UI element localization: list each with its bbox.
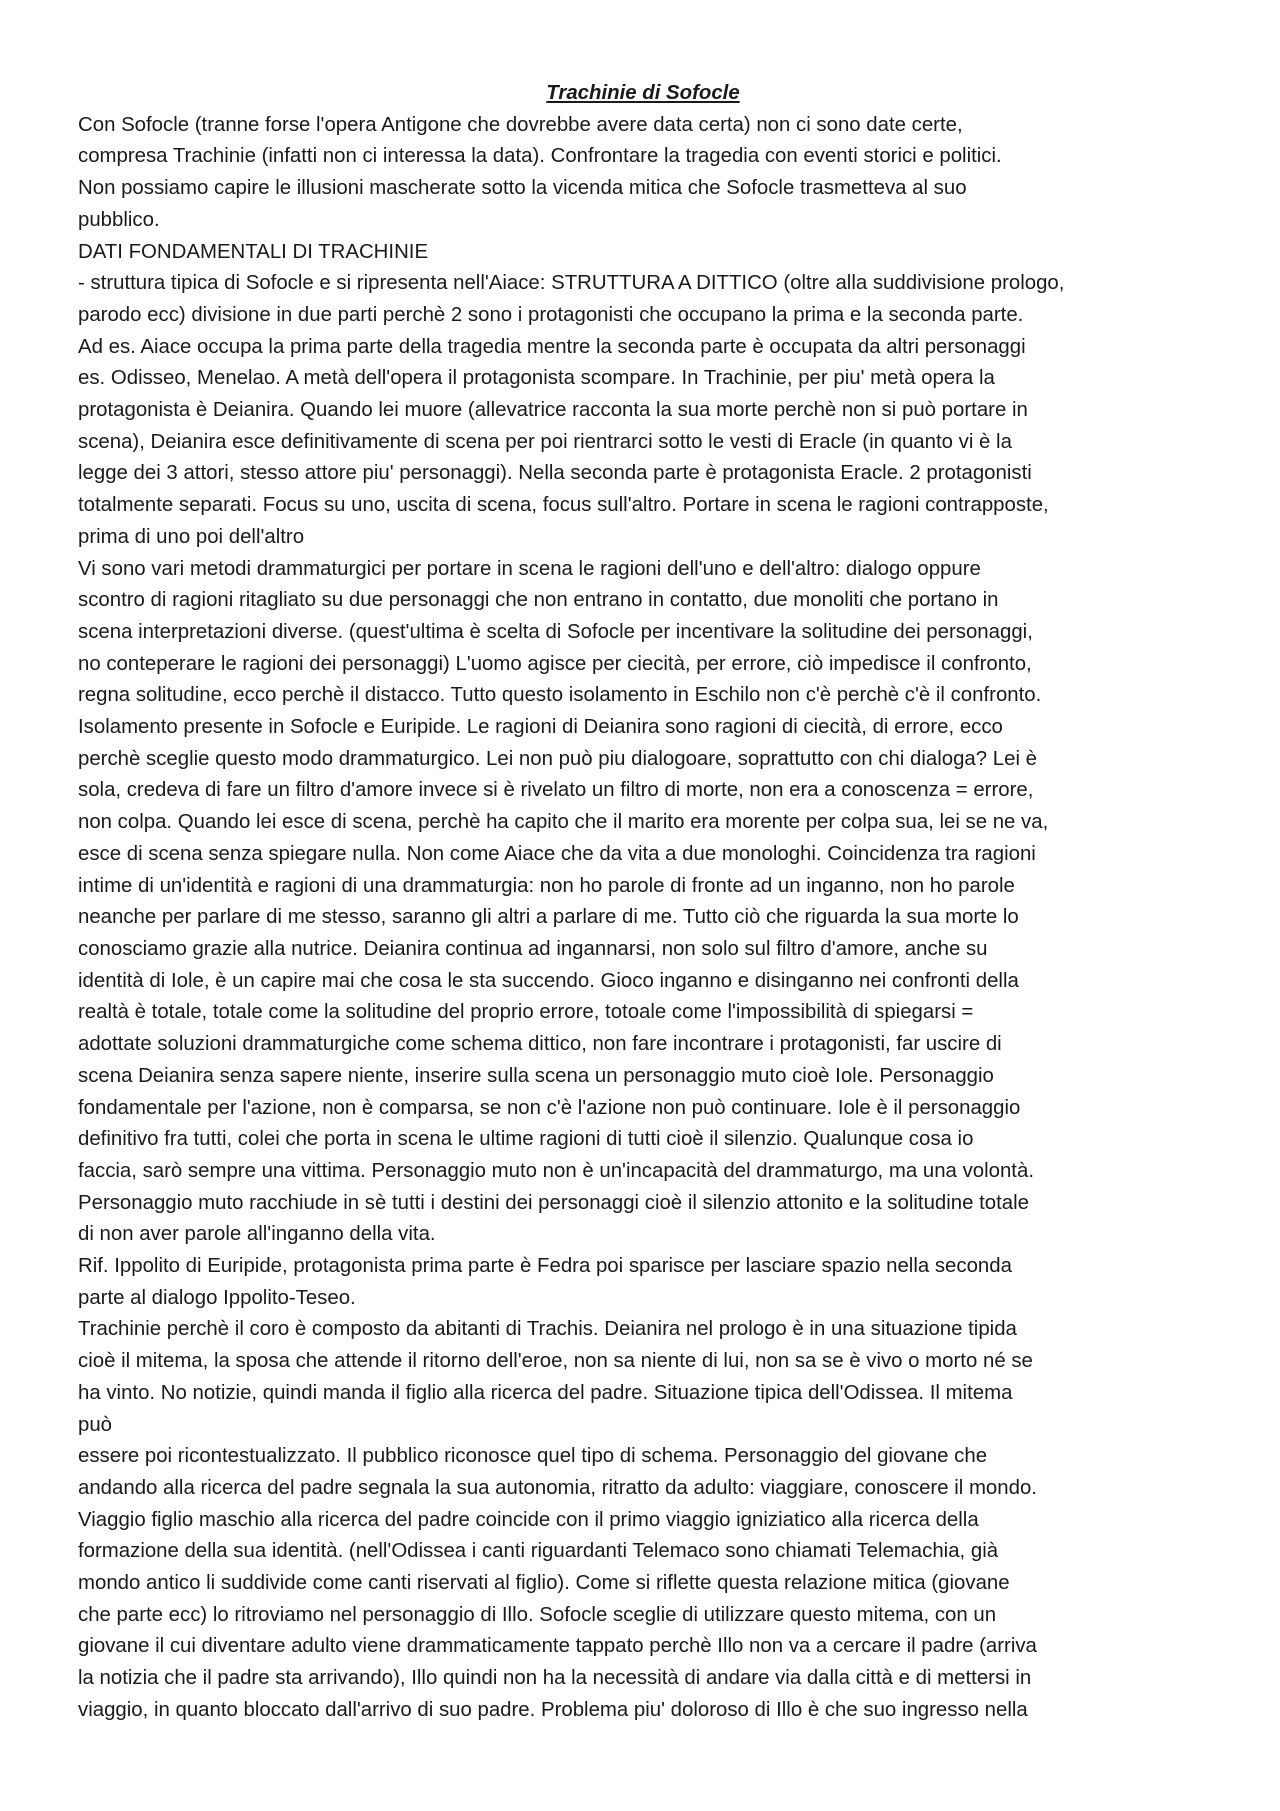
text-line: scena Deianira senza sapere niente, inserire sulla scena un personaggio muto cioè Iole. Personaggio: [78, 1064, 994, 1087]
text-line: realtà è totale, totale come la solitudine del proprio errore, totoale come l'impossibilità di spiegarsi =: [78, 1001, 974, 1024]
text-line: intime di un'identità e ragioni di una drammaturgia: non ho parole di fronte ad un inganno, non ho parole: [78, 874, 1015, 897]
text-line: scena interpretazioni diverse. (quest'ultima è scelta di Sofocle per incentivare la solitudine dei personaggi,: [78, 620, 1033, 643]
text-line: - struttura tipica di Sofocle e si ripresenta nell'Aiace: STRUTTURA A DITTICO (oltre alla suddivisione prologo,: [78, 272, 1065, 295]
document-page: [78, 78, 1208, 1727]
text-line: esce di scena senza spiegare nulla. Non come Aiace che da vita a due monologhi. Coincidenza tra ragioni: [78, 842, 1036, 865]
text-line: es. Odisseo, Menelao. A metà dell'opera il protagonista scompare. In Trachinie, per piu' metà opera la: [78, 367, 995, 390]
text-line: scena), Deianira esce definitivamente di scena per poi rientrarci sotto le vesti di Eracle (in quanto vi è la: [78, 430, 1012, 453]
text-line: no conteperare le ragioni dei personaggi) L'uomo agisce per ciecità, per errore, ciò impedisce il confronto,: [78, 652, 1032, 675]
document-body: [78, 110, 1208, 1727]
text-line: che parte ecc) lo ritroviamo nel personaggio di Illo. Sofocle sceglie di utilizzare questo mitema, con un: [78, 1603, 997, 1626]
text-line: legge dei 3 attori, stesso attore piu' personaggi). Nella seconda parte è protagonista Eracle. 2 protagonisti: [78, 462, 1032, 485]
text-line: Ad es. Aiace occupa la prima parte della tragedia mentre la seconda parte è occupata da altri personaggi: [78, 335, 1026, 358]
text-line: ha vinto. No notizie, quindi manda il figlio alla ricerca del padre. Situazione tipica dell'Odissea. Il mitema: [78, 1381, 1013, 1404]
text-line: protagonista è Deianira. Quando lei muore (allevatrice racconta la sua morte perchè non si può portare in: [78, 399, 1028, 422]
text-line: Viaggio figlio maschio alla ricerca del padre coincide con il primo viaggio igniziatico alla ricerca della: [78, 1508, 979, 1531]
text-line: non colpa. Quando lei esce di scena, perchè ha capito che il marito era morente per colpa sua, lei se ne va,: [78, 811, 1049, 834]
text-line: neanche per parlare di me stesso, saranno gli altri a parlare di me. Tutto ciò che riguarda la sua morte lo: [78, 906, 1019, 929]
text-line: Trachinie perchè il coro è composto da abitanti di Trachis. Deianira nel prologo è in una situazione tipida: [78, 1318, 1017, 1341]
text-line: faccia, sarò sempre una vittima. Personaggio muto non è un'incapacità del drammaturgo, ma una volontà.: [78, 1159, 1034, 1182]
text-line: Rif. Ippolito di Euripide, protagonista prima parte è Fedra poi sparisce per lasciare spazio nella seconda: [78, 1255, 1012, 1278]
text-line: totalmente separati. Focus su uno, uscita di scena, focus sull'altro. Portare in scena le ragioni contrapposte,: [78, 494, 1049, 517]
text-line: può: [78, 1413, 113, 1436]
text-line: perchè sceglie questo modo drammaturgico. Lei non può piu dialogoare, soprattutto con chi dialoga? Lei è: [78, 747, 1037, 770]
text-line: conosciamo grazie alla nutrice. Deianira continua ad ingannarsi, non solo sul filtro d'amore, anche su: [78, 937, 988, 960]
text-line: regna solitudine, ecco perchè il distacco. Tutto questo isolamento in Eschilo non c'è perchè c'è il confronto.: [78, 684, 1042, 707]
text-line: Isolamento presente in Sofocle e Euripide. Le ragioni di Deianira sono ragioni di ciecità, di errore, ecco: [78, 716, 1003, 739]
text-line: parodo ecc) divisione in due parti perchè 2 sono i protagonisti che occupano la prima e la seconda parte.: [78, 303, 1024, 326]
text-line: giovane il cui diventare adulto viene drammaticamente tappato perchè Illo non va a cercare il padre (arriva: [78, 1635, 1037, 1658]
text-line: DATI FONDAMENTALI DI TRACHINIE: [78, 240, 429, 263]
text-line: scontro di ragioni ritagliato su due personaggi che non entrano in contatto, due monoliti che portano in: [78, 589, 999, 612]
text-line: fondamentale per l'azione, non è comparsa, se non c'è l'azione non può continuare. Iole è il personaggio: [78, 1096, 1021, 1119]
text-line: essere poi ricontestualizzato. Il pubblico riconosce quel tipo di schema. Personaggio del giovane che: [78, 1445, 988, 1468]
text-line: formazione della sua identità. (nell'Odissea i canti riguardanti Telemaco sono chiamati Telemachia, già: [78, 1540, 999, 1563]
text-line: Vi sono vari metodi drammaturgici per portare in scena le ragioni dell'uno e dell'altro: dialogo oppure: [78, 557, 981, 580]
text-line: pubblico.: [78, 208, 160, 231]
text-line: identità di Iole, è un capire mai che cosa le sta succendo. Gioco inganno e disinganno nei confronti della: [78, 969, 1019, 992]
text-line: mondo antico li suddivide come canti riservati al figlio). Come si riflette questa relazione mitica (giovane: [78, 1572, 1010, 1595]
text-line: Non possiamo capire le illusioni mascherate sotto la vicenda mitica che Sofocle trasmetteva al suo: [78, 177, 967, 200]
text-line: compresa Trachinie (infatti non ci interessa la data). Confrontare la tragedia con eventi storici e politici.: [78, 145, 1002, 168]
document-title: Trachinie di Sofocle: [546, 82, 740, 104]
text-line: definitivo fra tutti, colei che porta in scena le ultime ragioni di tutti cioè il silenzio. Qualunque cosa io: [78, 1128, 974, 1151]
text-line: andando alla ricerca del padre segnala la sua autonomia, ritratto da adulto: viaggiare, conoscere il mondo.: [78, 1476, 1037, 1499]
text-line: prima di uno poi dell'altro: [78, 525, 305, 548]
text-line: la notizia che il padre sta arrivando), Illo quindi non ha la necessità di andare via dalla città e di mettersi in: [78, 1667, 1032, 1690]
text-line: parte al dialogo Ippolito-Teseo.: [78, 1286, 356, 1309]
text-line: adottate soluzioni drammaturgiche come schema dittico, non fare incontrare i protagonisti, far uscire di: [78, 1033, 1002, 1056]
text-line: viaggio, in quanto bloccato dall'arrivo di suo padre. Problema piu' doloroso di Illo è che suo ingresso nella: [78, 1698, 1028, 1721]
text-line: Personaggio muto racchiude in sè tutti i destini dei personaggi cioè il silenzio attonito e la solitudine totale: [78, 1191, 1030, 1214]
text-line: cioè il mitema, la sposa che attende il ritorno dell'eroe, non sa niente di lui, non sa se è vivo o morto né se: [78, 1350, 1033, 1373]
text-line: di non aver parole all'inganno della vita.: [78, 1223, 436, 1246]
text-line: sola, credeva di fare un filtro d'amore invece si è rivelato un filtro di morte, non era a conoscenza = errore,: [78, 779, 1034, 802]
text-line: Con Sofocle (tranne forse l'opera Antigone che dovrebbe avere data certa) non ci sono date certe,: [78, 113, 963, 136]
